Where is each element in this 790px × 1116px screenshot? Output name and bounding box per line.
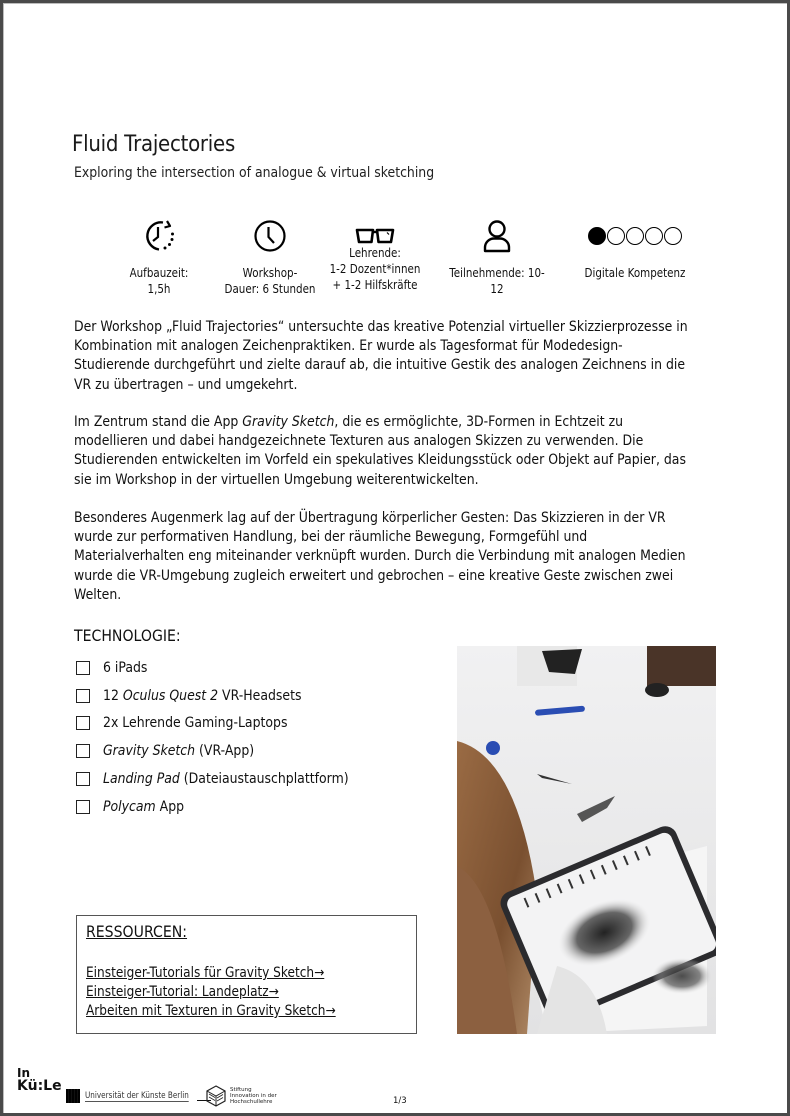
fact-value: 1-2 Dozent*innen — [329, 262, 421, 276]
fact-value: Teilnehmende: 10-12 — [449, 266, 545, 296]
udk-mark-icon — [66, 1089, 80, 1103]
rating-dot-empty — [664, 227, 682, 245]
stiftung-cube-icon — [206, 1085, 226, 1107]
fact-participants — [437, 216, 557, 297]
fact-label-line: Lehrende: — [349, 246, 401, 260]
page-title: Fluid Trajectories — [72, 132, 235, 157]
item-text: (VR-App) — [195, 743, 255, 760]
item-text: 12 — [103, 687, 123, 704]
paragraph-text: , die es ermöglichte, 3D-Formen in Echtzeit zu modellieren und dabei handgezeichnete Texturen aus analogen Skizzen zu verwenden. Die Studierenden entwickelten im Vorfeld ein spekulatives Kleidungsstück oder Objekt auf Papier, das sie im Workshop in der virtuellen Umgebung weiterentwickelten. — [74, 414, 686, 488]
resources-links — [86, 964, 370, 1021]
checkbox[interactable] — [76, 744, 90, 758]
clock-icon — [210, 216, 330, 256]
paragraph-intro: Der Workshop „Fluid Trajectories“ untersuchte das kreative Potenzial virtueller Skizzierprozesse in Kombination mit analogen Zeichenpraktiken. Er wurde als Tagesformat für Modedesign-Studierende durchgeführt und zielte darauf ab, die intuitive Gestik des analogen Zeichnens in die VR zu übertragen – und umgekehrt. — [74, 319, 688, 393]
udk-name: Universität der Künste Berlin — [85, 1090, 189, 1101]
rating-dot-empty — [626, 227, 644, 245]
workshop-facts — [104, 216, 704, 311]
rating-dots-icon — [575, 216, 695, 256]
resources-heading: RESSOURCEN: — [86, 922, 188, 941]
photo-illustration — [457, 646, 716, 1034]
checkbox[interactable] — [76, 661, 90, 675]
fact-value: Dauer: 6 Stunden — [224, 282, 316, 296]
resource-link-gravity-sketch-tutorials[interactable]: Einsteiger-Tutorials für Gravity Sketch→ — [86, 965, 325, 981]
rating-dots — [588, 227, 682, 245]
technology-item — [76, 737, 382, 765]
udk-logo — [66, 1089, 211, 1103]
fact-label-line: Aufbauzeit: — [129, 266, 189, 280]
checkbox[interactable] — [76, 716, 90, 730]
item-text-italic: Landing Pad — [103, 771, 180, 788]
paragraph-app — [74, 413, 690, 490]
item-text: 6 iPads — [103, 659, 148, 676]
item-text: VR-Headsets — [218, 687, 302, 704]
technology-heading: TECHNOLOGIE: — [74, 626, 181, 645]
resource-link-textures[interactable]: Arbeiten mit Texturen in Gravity Sketch→ — [86, 1003, 336, 1019]
page-subtitle: Exploring the intersection of analogue & virtual sketching — [74, 165, 435, 181]
paragraph-app-name: Gravity Sketch — [242, 414, 335, 430]
inkule-logo-bottom: Kü:Le — [17, 1078, 62, 1094]
fact-label-line: Digitale Kompetenz — [584, 266, 686, 280]
stiftung-text-line: Innovation in der — [230, 1093, 277, 1099]
fact-value: 1,5h — [147, 282, 171, 296]
inkule-logo — [17, 1068, 62, 1093]
fact-duration — [210, 216, 330, 297]
person-icon — [437, 216, 557, 256]
rating-dot-empty — [607, 227, 625, 245]
technology-item — [76, 682, 382, 710]
fact-digital-competence — [575, 216, 695, 281]
fact-teachers — [315, 216, 435, 293]
technology-item — [76, 710, 382, 738]
technology-item — [76, 654, 382, 682]
workshop-photo — [457, 646, 716, 1034]
document-page — [3, 3, 787, 1113]
item-text-italic: Gravity Sketch — [103, 743, 196, 760]
checkbox[interactable] — [76, 689, 90, 703]
rating-dot-filled — [588, 227, 606, 245]
technology-item — [76, 765, 382, 793]
rating-dot-empty — [645, 227, 663, 245]
checkbox[interactable] — [76, 772, 90, 786]
paragraph-gestures: Besonderes Augenmerk lag auf der Übertragung körperlicher Gesten: Das Skizzieren in der VR wurde zur performativen Handlung, bei der räumliche Bewegung, Formgefühl und Materialverhalten eng miteinander verknüpft wurden. Durch die Verbindung mit analogen Medien wurde die VR-Umgebung zugleich erweitert und gebrochen – eine kreative Geste zwischen zwei Welten. — [74, 510, 686, 603]
item-text: (Dateiaustauschplattform) — [179, 771, 349, 788]
fact-setup-time — [99, 216, 219, 297]
fact-label-line: Workshop- — [242, 266, 298, 280]
item-text: App — [155, 798, 185, 815]
item-text-italic: Polycam — [103, 798, 156, 815]
technology-list — [76, 654, 382, 821]
stiftung-text-line: Hochschullehre — [230, 1099, 273, 1105]
inkule-logo-top: In — [17, 1066, 31, 1080]
page-number: 1/3 — [393, 1096, 407, 1106]
resource-link-landeplatz-tutorial[interactable]: Einsteiger-Tutorial: Landeplatz→ — [86, 984, 279, 1000]
setup-time-icon — [99, 216, 219, 256]
paragraph-text: Im Zentrum stand die App — [74, 414, 243, 430]
item-text: 2x Lehrende Gaming-Laptops — [103, 715, 288, 732]
checkbox[interactable] — [76, 800, 90, 814]
fact-value: + 1-2 Hilfskräfte — [332, 278, 418, 292]
stiftung-logo — [206, 1085, 277, 1107]
stiftung-text-line: Stiftung — [230, 1087, 252, 1093]
technology-item — [76, 793, 382, 821]
item-text-italic: Oculus Quest 2 — [122, 687, 219, 704]
resources-box — [76, 915, 417, 1034]
